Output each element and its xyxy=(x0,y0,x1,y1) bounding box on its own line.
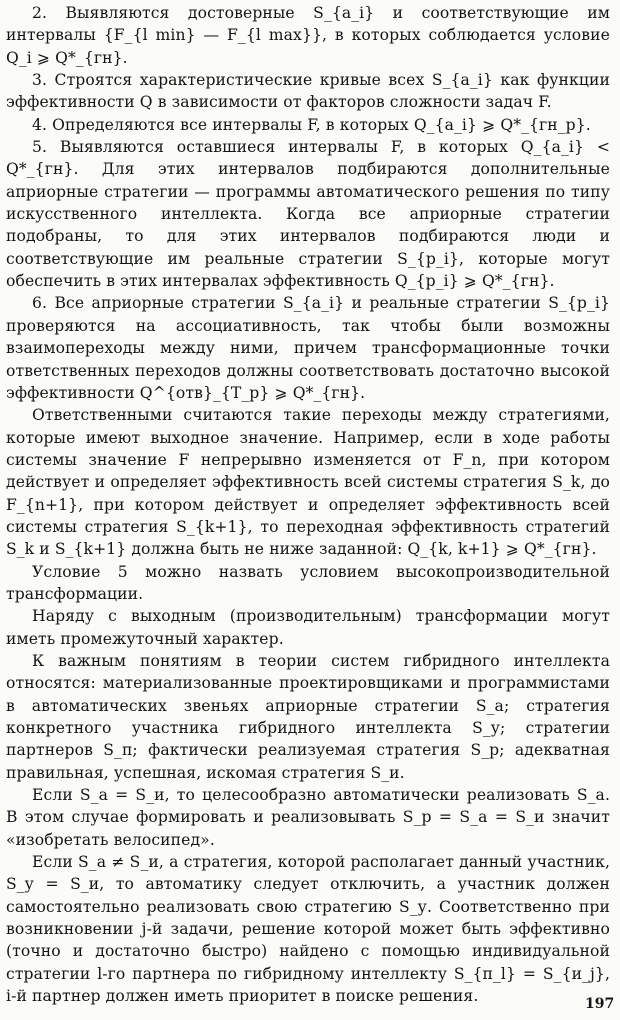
page-number: 197 xyxy=(585,996,615,1012)
paragraph-item-3: 3. Строятся характеристические кривые всех S_{a_i} как функции эффективности Q в зависимости от факторов сложности задач F. xyxy=(6,71,610,112)
paragraph-condition-5: Условие 5 можно назвать условием высокопроизводительной трансформации. xyxy=(6,562,610,603)
paragraph-if-equal: Если S_а = S_и, то целесообразно автоматически реализовать S_а. В этом случае формировать и реализовывать S_р = S_а = S_и значит «изобретать велосипед». xyxy=(6,786,610,849)
paragraph-item-6: 6. Все априорные стратегии S_{a_i} и реальные стратегии S_{p_i} проверяются на ассоциативность, так чтобы были возможны взаимопереходы между ними, причем трансформационные точки ответственных переходов должны соответствовать достаточно высокой эффективности Q^{отв}_{Т_р} ⩾ Q*_{гн}. xyxy=(6,294,610,402)
paragraph-item-4: 4. Определяются все интервалы F, в которых Q_{a_i} ⩾ Q*_{гн_p}. xyxy=(32,115,591,134)
paragraph-if-not-equal: Если S_а ≠ S_и, а стратегия, которой располагает данный участник, S_у = S_и, то автоматику следует отключить, а участник должен самостоятельно реализовать свою стратегию S_у. Соответственно при возникновении j-й задачи, решение которой может быть эффективно (точно и достаточно быстро) найдено с помощью индивидуальной стратегии l-го партнера по гибридному интеллекту S_{п_l} = S_{и_j}, i-й партнер должен иметь приоритет в поиске решения. xyxy=(6,853,610,1006)
paragraph-concepts: К важным понятиям в теории систем гибридного интеллекта относятся: материализованные проектировщиками и программистами в автоматических звеньях априорные стратегии S_а; стратегия конкретного участника гибридного интеллекта S_у; стратегии партнеров S_п; фактически реализуемая стратегия S_р; адекватная правильная, успешная, искомая стратегия S_и. xyxy=(6,651,610,782)
paragraph-item-5: 5. Выявляются оставшиеся интервалы F, в которых Q_{a_i} < Q*_{гн}. Для этих интервалов подбираются дополнительные априорные стратегии — программы автоматического решения по типу искусственного интеллекта. Когда все априорные стратегии подобраны, то для этих интервалов подбираются люди и соответствующие им реальные стратегии S_{p_i}, которые могут обеспечить в этих интервалах эффективность Q_{p_i} ⩾ Q*_{гн}. xyxy=(6,138,610,291)
paragraph-responsible-transitions: Ответственными считаются такие переходы между стратегиями, которые имеют выходное значение. Например, если в ходе работы системы значение F непрерывно изменяется от F_n, при котором действует и определяет эффективность всей системы стратегия S_k, до F_{n+1}, при котором действует и определяет эффективность всей системы стратегия S_{k+1}, то переходная эффективность стратегий S_k и S_{k+1} должна быть не ниже заданной: Q_{k, k+1} ⩾ Q*_{гн}. xyxy=(6,406,610,559)
body-text xyxy=(6,2,610,1007)
paragraph-item-2: 2. Выявляются достоверные S_{a_i} и соответствующие им интервалы {F_{l min} — F_{l max}}, в которых соблюдается условие Q_i ⩾ Q*_{гн}. xyxy=(6,4,610,67)
paragraph-intermediate: Наряду с выходным (производительным) трансформации могут иметь промежуточный характер. xyxy=(6,607,610,648)
